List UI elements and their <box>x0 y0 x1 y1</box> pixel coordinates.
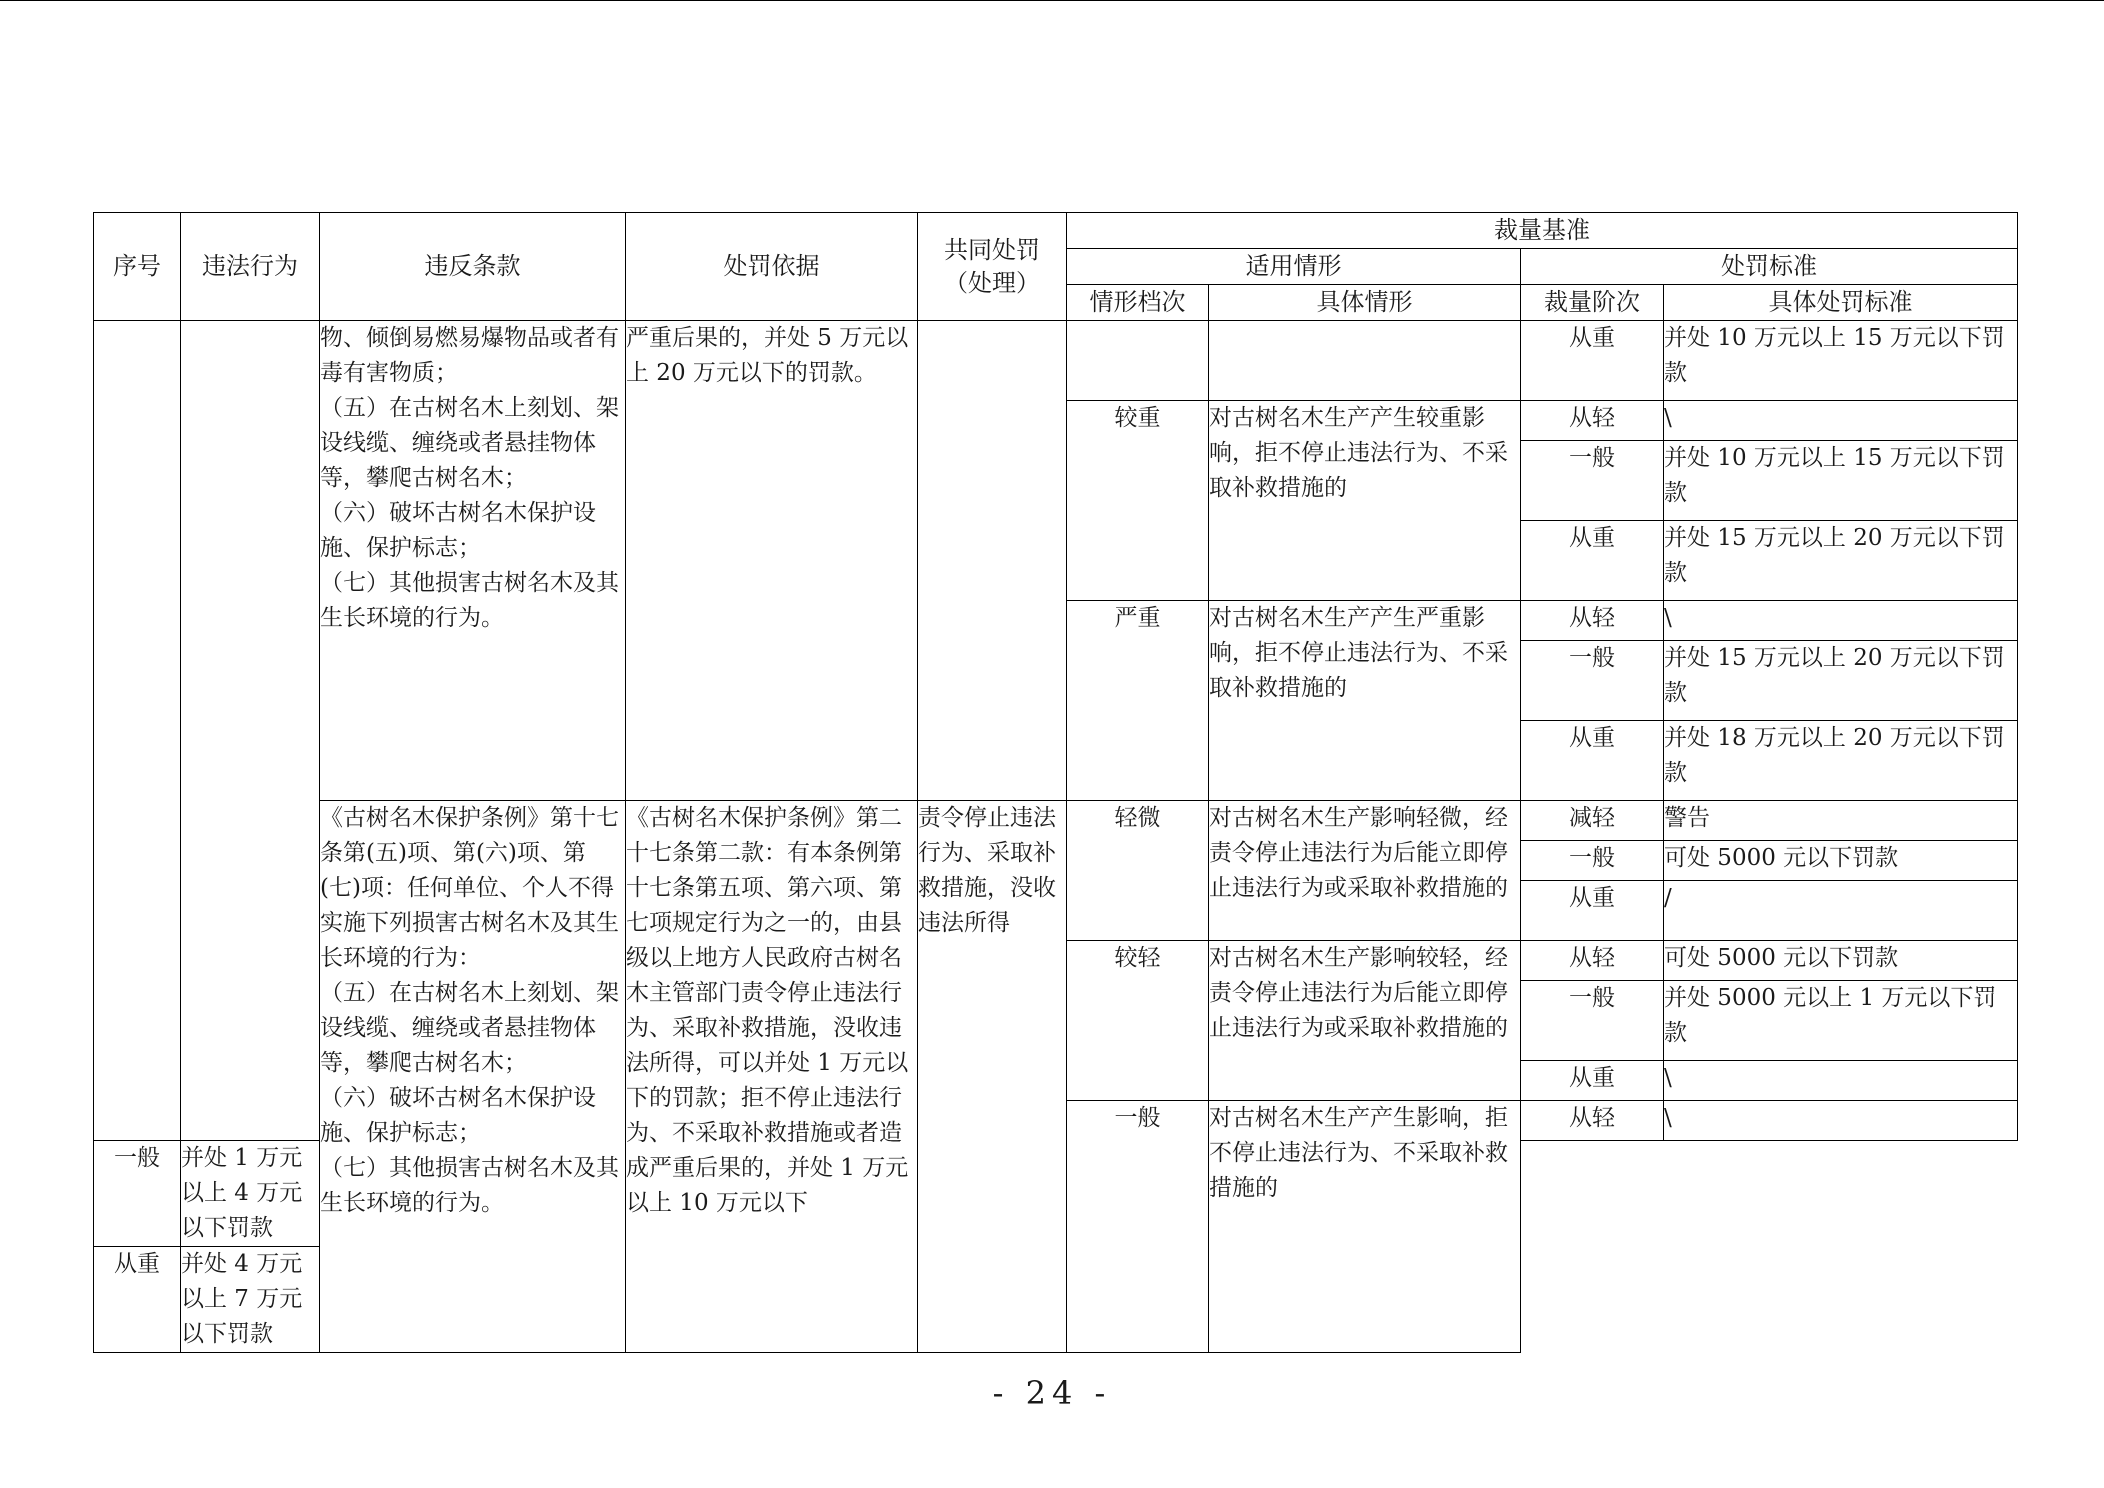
discretion-level-cell: 从重 <box>94 1247 181 1353</box>
joint-penalty-cell: 责令停止违法行为、采取补救措施，没收违法所得 <box>918 801 1067 1353</box>
specific-penalty-cell: 并处 15 万元以上 20 万元以下罚款 <box>1664 641 2018 721</box>
specific-situation-cell: 对古树名木生产影响较轻，经责令停止违法行为后能立即停止违法行为或采取补救措施的 <box>1209 941 1521 1101</box>
specific-penalty-cell: 警告 <box>1664 801 2018 841</box>
discretion-level-cell: 从轻 <box>1521 1101 1664 1141</box>
situation-level-cell: 一般 <box>1067 1101 1209 1353</box>
situation-level-cell: 较重 <box>1067 401 1209 601</box>
header-applicable-situation: 适用情形 <box>1067 249 1521 285</box>
header-seq: 序号 <box>94 213 181 321</box>
specific-penalty-cell: \ <box>1664 401 2018 441</box>
discretion-level-cell: 一般 <box>94 1141 181 1247</box>
specific-penalty-cell: \ <box>1664 601 2018 641</box>
specific-situation-cell: 对古树名木生产影响轻微，经责令停止违法行为后能立即停止违法行为或采取补救措施的 <box>1209 801 1521 941</box>
specific-penalty-cell: 并处 15 万元以上 20 万元以下罚款 <box>1664 521 2018 601</box>
specific-penalty-cell: 可处 5000 元以下罚款 <box>1664 941 2018 981</box>
discretion-standard-table <box>93 212 2018 1353</box>
header-penalty-basis: 处罚依据 <box>626 213 918 321</box>
discretion-level-cell: 从轻 <box>1521 941 1664 981</box>
discretion-level-cell: 一般 <box>1521 841 1664 881</box>
specific-penalty-cell: / <box>1664 881 2018 941</box>
penalty-basis-cell: 《古树名木保护条例》第二十七条第二款：有本条例第十七条第五项、第六项、第七项规定行为之一的，由县级以上地方人民政府古树名木主管部门责令停止违法行为、采取补救措施，没收违法所得，可以并处 1 万元以下的罚款；拒不停止违法行为、不采取补救措施或者造成严重后果的，并处 1 万元以上 10 万元以下 <box>626 801 918 1353</box>
specific-penalty-cell: 可处 5000 元以下罚款 <box>1664 841 2018 881</box>
specific-penalty-cell: 并处 4 万元以上 7 万元以下罚款 <box>181 1247 320 1353</box>
discretion-level-cell: 从重 <box>1521 721 1664 801</box>
situation-level-cell: 轻微 <box>1067 801 1209 941</box>
discretion-level-cell: 从重 <box>1521 1061 1664 1101</box>
specific-situation-cell: 对古树名木生产产生较重影响，拒不停止违法行为、不采取补救措施的 <box>1209 401 1521 601</box>
specific-situation-cell <box>1209 321 1521 401</box>
discretion-level-cell: 从重 <box>1521 881 1664 941</box>
specific-situation-cell: 对古树名木生产产生严重影响，拒不停止违法行为、不采取补救措施的 <box>1209 601 1521 801</box>
header-discretion-standard: 裁量基准 <box>1067 213 2018 249</box>
specific-penalty-cell: 并处 1 万元以上 4 万元以下罚款 <box>181 1141 320 1247</box>
specific-penalty-cell: 并处 18 万元以上 20 万元以下罚款 <box>1664 721 2018 801</box>
specific-penalty-cell: 并处 10 万元以上 15 万元以下罚款 <box>1664 441 2018 521</box>
header-penalty-standard: 处罚标准 <box>1521 249 2018 285</box>
discretion-level-cell: 从轻 <box>1521 601 1664 641</box>
table-row <box>94 321 2018 401</box>
specific-situation-cell: 对古树名木生产产生影响，拒不停止违法行为、不采取补救措施的 <box>1209 1101 1521 1353</box>
discretion-level-cell: 从重 <box>1521 321 1664 401</box>
specific-penalty-cell: \ <box>1664 1061 2018 1101</box>
header-situation-level: 情形档次 <box>1067 285 1209 321</box>
specific-penalty-cell: 并处 10 万元以上 15 万元以下罚款 <box>1664 321 2018 401</box>
penalty-basis-cell: 严重后果的，并处 5 万元以上 20 万元以下的罚款。 <box>626 321 918 801</box>
illegal-act-cell <box>181 321 320 1141</box>
joint-penalty-cell <box>918 321 1067 801</box>
violated-clause-cell: 物、倾倒易燃易爆物品或者有毒有害物质； （五）在古树名木上刻划、架设线缆、缠绕或者悬挂物体等，攀爬古树名木； （六）破坏古树名木保护设施、保护标志； （七）其他损害古树名木及其生长环境的行为。 <box>320 321 626 801</box>
discretion-level-cell: 减轻 <box>1521 801 1664 841</box>
page-top-border <box>0 0 2104 1</box>
discretion-level-cell: 从重 <box>1521 521 1664 601</box>
discretion-level-cell: 一般 <box>1521 981 1664 1061</box>
violated-clause-cell: 《古树名木保护条例》第十七条第(五)项、第(六)项、第(七)项：任何单位、个人不得实施下列损害古树名木及其生长环境的行为： （五）在古树名木上刻划、架设线缆、缠绕或者悬挂物体等，攀爬古树名木； （六）破坏古树名木保护设施、保护标志； （七）其他损害古树名木及其生长环境的行为。 <box>320 801 626 1353</box>
header-row-1 <box>94 213 2018 249</box>
situation-level-cell: 严重 <box>1067 601 1209 801</box>
specific-penalty-cell: 并处 5000 元以上 1 万元以下罚款 <box>1664 981 2018 1061</box>
seq-cell <box>94 321 181 1141</box>
discretion-level-cell: 一般 <box>1521 441 1664 521</box>
discretion-level-cell: 一般 <box>1521 641 1664 721</box>
header-specific-penalty: 具体处罚标准 <box>1664 285 2018 321</box>
header-violated-clause: 违反条款 <box>320 213 626 321</box>
header-illegal-act: 违法行为 <box>181 213 320 321</box>
discretion-level-cell: 从轻 <box>1521 401 1664 441</box>
table-row <box>94 801 2018 841</box>
situation-level-cell: 较轻 <box>1067 941 1209 1101</box>
page-number: - 24 - <box>992 1374 1112 1412</box>
situation-level-cell <box>1067 321 1209 401</box>
specific-penalty-cell: \ <box>1664 1101 2018 1141</box>
header-specific-situation: 具体情形 <box>1209 285 1521 321</box>
header-joint-penalty: 共同处罚（处理） <box>918 213 1067 321</box>
header-discretion-level: 裁量阶次 <box>1521 285 1664 321</box>
